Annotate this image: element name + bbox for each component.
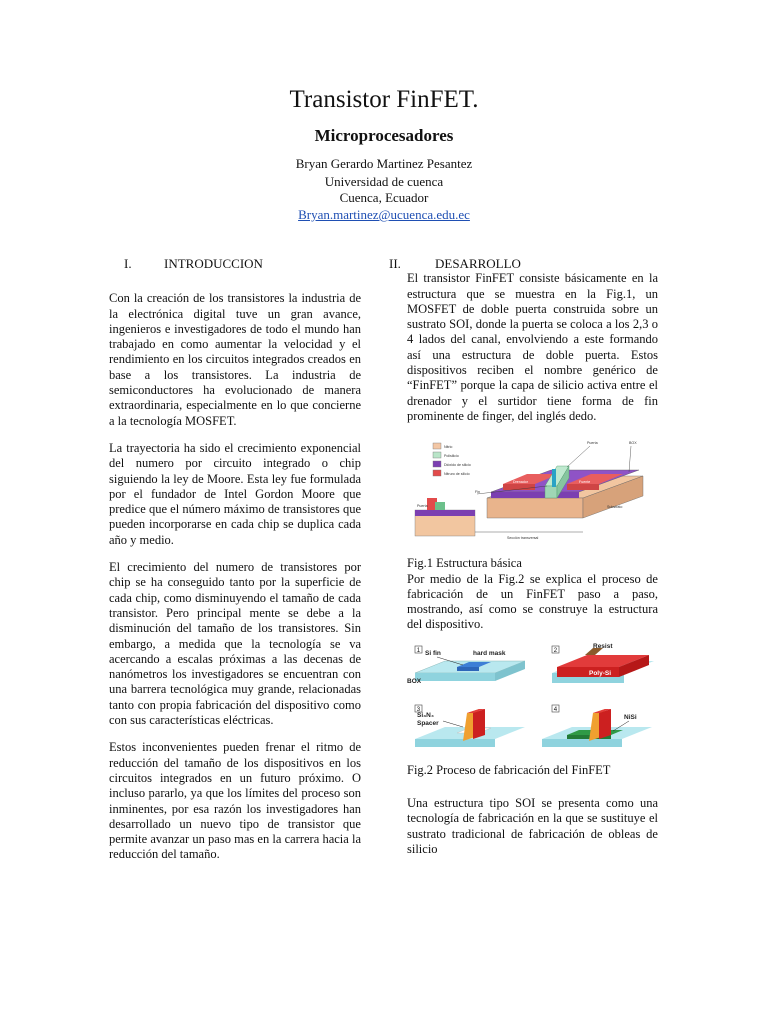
label-puerta-small: Puerta (417, 504, 428, 509)
section-heading-introduccion (109, 256, 361, 271)
paper-title: Transistor FinFET. (289, 86, 479, 113)
step-1-label: 1 (416, 647, 421, 654)
intro-paragraph-1: Con la creación de los transistores la industria de la electrónica digital tuve un gran avance, ingenieros e investigadores de todo el mundo han trabajado en como aumentar la velocidad y el rendimiento en los circuitos integrados creados en base a los transistores. La industria de semiconductores ha evolucionado de manera extraordinaria, especialmente en lo que concierne a la tecnología MOSFET. (109, 291, 361, 428)
label-fin: Fin (475, 490, 480, 495)
desarrollo-paragraph-2: Por medio de la Fig.2 se explica el proceso de fabricación de un FinFET paso a paso, mostrando, así como se construye la estructura del dispositivo. (407, 571, 658, 632)
label-resist: Resist (593, 642, 613, 650)
legend-label-1: Nitrio (444, 445, 453, 450)
author-location: Cuenca, Ecuador (339, 190, 429, 205)
intro-paragraph-4: Estos inconvenientes pueden frenar el ritmo de reducción del tamaño de los dispositivos en los circuitos integrados en un futuro próximo. O incluso pararlo, ya que los límites del proceso son inminentes, por esa razón los investigadores han desarrollado un nuevo tipo de transistor que permite avanzar un paso mas en la carrera hacia la reducción del tamaño. (109, 740, 361, 862)
figure-2-fabrication-steps (407, 643, 658, 757)
label-puerta: Puerta (587, 441, 598, 446)
label-fuente: Fuente (579, 480, 591, 485)
author-affiliation: Universidad de cuenca (324, 174, 444, 189)
step-2-label: 2 (553, 647, 558, 654)
author-email-link[interactable]: Bryan.martinez@ucuenca.edu.ec (298, 207, 470, 222)
legend-label-3: Dióxido de silicio (444, 463, 471, 468)
figure-2-caption: Fig.2 Proceso de fabricación del FinFET (407, 762, 611, 777)
step-4-label: 4 (553, 706, 558, 713)
label-spacer-1: Si₃N₄ (417, 711, 434, 719)
paper-subtitle: Microprocesadores (314, 126, 454, 145)
section-title: INTRODUCCION (164, 256, 263, 271)
desarrollo-paragraph-1: El transistor FinFET consiste básicamente en la estructura que se muestra en la Fig.1, un MOSFET de doble puerta construida sobre un sustrato SOI, donde la puerta se coloca a los 2,3 o 4 lados del canal, envolviendo a este formando así una estructura de doble puerta. Estos dispositivos reciben el nombre genérico de “FinFET” porque la capa de silicio activa entre el drenador y el surtidor tiene forma de fin prominente de finger, del inglés dedo. (407, 271, 658, 423)
legend-label-2: Polisilicio (444, 454, 459, 459)
label-box: BOX (629, 441, 637, 446)
figure-1-finfet-structure (407, 436, 658, 554)
figure-1-caption: Fig.1 Estructura básica (407, 556, 522, 571)
section-number: I. (124, 256, 132, 271)
right-column (389, 256, 658, 869)
step-3-label: 3 (416, 706, 421, 713)
label-poly-si: Poly-Si (589, 669, 612, 677)
label-si-fin: Si fin (425, 649, 441, 657)
label-hard-mask: hard mask (473, 649, 506, 657)
section-heading-desarrollo (389, 256, 658, 271)
section-number: II. (389, 256, 401, 271)
desarrollo-paragraph-3: Una estructura tipo SOI se presenta como una tecnología de fabricación en la que se sustituye el sustrato tradicional de fabricación de obleas de silicio (407, 796, 658, 856)
left-column (109, 256, 361, 875)
author-name: Bryan Gerardo Martinez Pesantez (295, 156, 473, 171)
intro-paragraph-2: La trayectoria ha sido el crecimiento exponencial del numero por circuito integrado o chip siguiendo la ley de Moore. Esta ley fue formulada por el fundador de Intel Gordon Moore que predice que el número máximo de transistores que pueden incorporarse en cada chip se duplica cada año y medio. (109, 440, 361, 547)
label-spacer-2: Spacer (417, 719, 439, 727)
label-sustrato: Substrato (607, 505, 623, 510)
label-box-2: BOX (407, 677, 422, 685)
legend-label-4: Nitruro de silicio (444, 472, 470, 477)
label-nisi: NiSi (624, 713, 637, 721)
intro-paragraph-3: El crecimiento del numero de transistores por chip se ha conseguido tanto por la superficie de cada chip, como disminuyendo el tamaño de cada transistor. Pero principal mente se debe a la disminución del tamaño de los transistores. Sin embargo, a medida que la tecnología se va acercando a escalas próximas a las decenas de nanómetros los investigadores se encuentran con una barrera tecnológica muy grande, relacionadas tanto con propia fabricación del dispositivo como con sus características eléctricas. (109, 560, 361, 728)
label-drenador: Drenador (513, 480, 528, 485)
label-seccion: Sección transversal (507, 536, 539, 541)
section-title: DESARROLLO (435, 256, 521, 271)
